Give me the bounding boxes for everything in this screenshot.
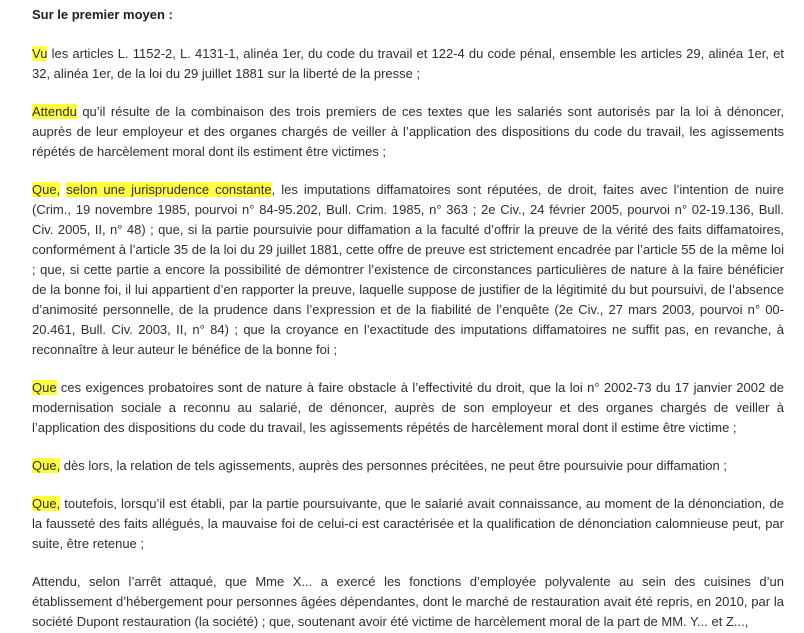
document-body — [32, 0, 784, 632]
highlighted-lead: Que, — [32, 182, 61, 197]
paragraph-text: ces exigences probatoires sont de nature à faire obstacle à l’effectivité du droit, que la loi n° 2002-73 du 17 janvier 2002 de modernisation sociale a reconnu au salarié, de dénoncer, auprès de son employeur et des organes chargés de veiller à l’application des dispositions du code du travail, les agissements répétés de harcèlement moral dont il estime être victime ; — [32, 380, 784, 435]
section-heading: Sur le premier moyen : — [32, 7, 173, 22]
paragraph-exigences — [32, 378, 784, 438]
paragraph-toutefois — [32, 494, 784, 554]
highlighted-lead: Attendu — [32, 104, 77, 119]
highlighted-lead: Vu — [32, 46, 48, 61]
paragraph-vu — [32, 44, 784, 84]
highlighted-lead: Que — [32, 380, 57, 395]
paragraph-text: toutefois, lorsqu’il est établi, par la partie poursuivante, que le salarié avait connaissance, au moment de la dénonciation, de la fausseté des faits allégués, la mauvaise foi de celui-ci est caractérisée et la qualification de dénonciation calomnieuse peut, par suite, être retenue ; — [32, 496, 784, 551]
paragraph-attendu — [32, 102, 784, 162]
paragraph-des-lors — [32, 456, 784, 476]
highlighted-lead: Que, — [32, 496, 61, 511]
paragraph-text: qu’il résulte de la combinaison des trois premiers de ces textes que les salariés sont autorisés par la loi à dénoncer, auprès de leur employeur et des organes chargés de veiller à l’application des dispositions du code du travail, les agissements répétés de harcèlement moral dont ils estiment être victimes ; — [32, 104, 784, 159]
paragraph-text: , les imputations diffamatoires sont réputées, de droit, faites avec l’intention de nuire (Crim., 19 novembre 1985, pourvoi n° 84-95.202, Bull. Crim. 1985, n° 363 ; 2e Civ., 24 février 2005, pourvoi n° 02-19.136, Bull. Civ. 2005, II, n° 48) ; que, si la partie poursuivie pour diffamation a la faculté d’offrir la preuve de la vérité des faits diffamatoires, conformément à l’article 35 de la loi du 29 juillet 1881, cette offre de preuve est strictement encadrée par l’article 55 de la même loi ; que, si cette partie a encore la possibilité de démontrer l’existence de circonstances particulières de nature à la faire bénéficier de la bonne foi, il lui appartient d’en rapporter la preuve, laquelle suppose de justifier de la légitimité du but poursuivi, de l’absence d’animosité personnelle, de la prudence dans l’expression et de la fiabilité de l’enquête (2e Civ., 27 mars 2003, pourvoi n° 00-20.461, Bull. Civ. 2003, II, n° 84) ; que la croyance en l’exactitude des imputations diffamatoires ne suffit pas, en revanche, à reconnaître à leur auteur le bénéfice de la bonne foi ; — [32, 182, 784, 357]
highlighted-lead: Que, — [32, 458, 61, 473]
paragraph-arret — [32, 572, 784, 632]
paragraph-jurisprudence — [32, 180, 784, 360]
highlighted-phrase: selon une jurisprudence constante — [66, 182, 272, 197]
paragraph-text: Attendu, selon l’arrêt attaqué, que Mme X... a exercé les fonctions d’employée polyvalente au sein des cuisines d’un établissement d’hébergement pour personnes âgées dépendantes, dont le marché de restauration avait été repris, en 2010, par la société Dupont restauration (la société) ; que, soutenant avoir été victime de harcèlement moral de la part de MM. Y... et Z..., — [32, 574, 784, 629]
paragraph-text: les articles L. 1152-2, L. 4131-1, alinéa 1er, du code du travail et 122-4 du code pénal, ensemble les articles 29, alinéa 1er, et 32, alinéa 1er, de la loi du 29 juillet 1881 sur la liberté de la presse ; — [32, 46, 784, 81]
paragraph-text: dès lors, la relation de tels agissements, auprès des personnes précitées, ne peut être poursuivie pour diffamation ; — [60, 458, 727, 473]
